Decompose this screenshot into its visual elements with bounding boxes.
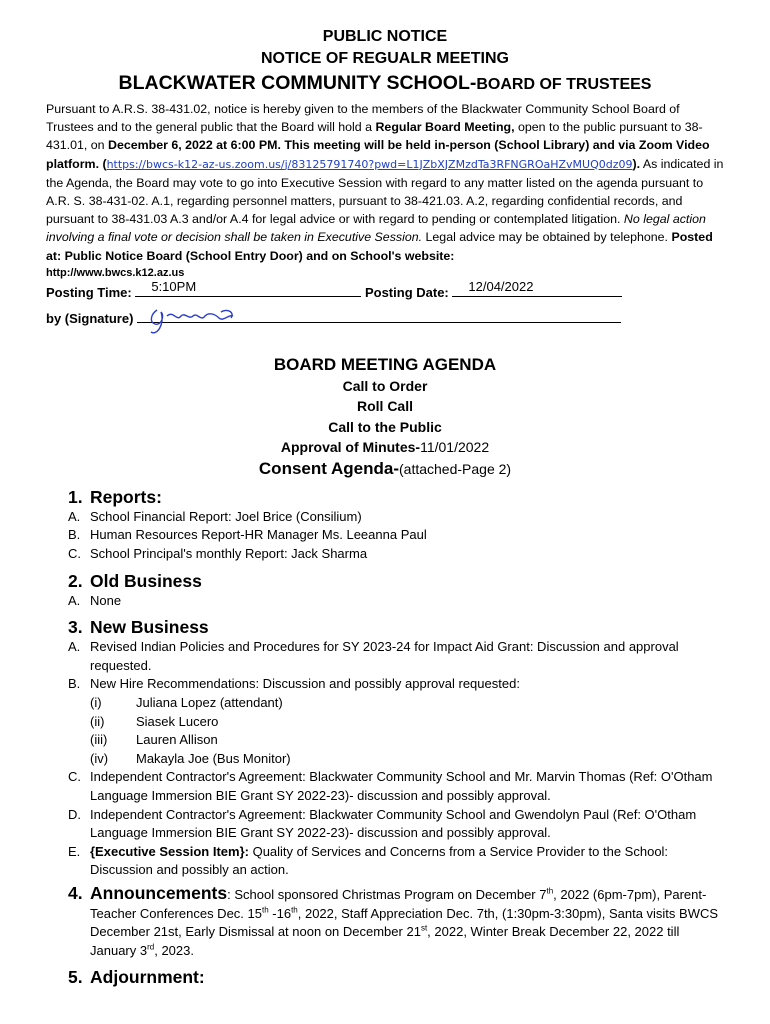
section-number: 2. (68, 570, 83, 591)
section-title: Adjournment: (90, 967, 205, 988)
announce-text: , 2022, Staff Appreciation Dec. 7th, (1:30pm-3:30pm), Santa visits BWCS December 21st, Early Dismissal at noon on December 21 (90, 905, 719, 940)
item-text: School Principal's monthly Report: Jack Sharma (90, 546, 368, 562)
section-new-business (46, 616, 724, 638)
list-item (68, 545, 724, 564)
item-description: Quality of Services and Concerns from a Service Provider to the School: Discussion and possibly an action. (90, 843, 669, 878)
meeting-datetime: December 6, 2022 at 6:00 PM. This meeting will be held in-person (School Library) and via Zoom Video platform. ( (46, 138, 710, 171)
posting-date-line (452, 278, 622, 297)
zoom-link[interactable]: https://bwcs-k12-az-us.zoom.us/j/83125791740?pwd=L1JZbXJZMzdTa3RFNGROaHZvMUQ0dz09 (106, 157, 633, 171)
hire-numeral: (iii) (90, 732, 108, 748)
item-text: Independent Contractor's Agreement: Blackwater Community School and Gwendolyn Paul (Ref: O'Otham Language Immersion BIE Grant SY 2022-23)- discussion and possibly approval. (90, 806, 697, 841)
hire-name: Juliana Lopez (attendant) (136, 694, 283, 710)
posting-date-label: Posting Date: (364, 284, 449, 300)
list-item (68, 675, 724, 694)
hire-item (68, 750, 724, 769)
item-letter: A. (68, 508, 81, 524)
list-item (68, 592, 724, 611)
item-text: Revised Indian Policies and Procedures for SY 2023-24 for Impact Aid Grant: Discussion and approval requested. (90, 639, 679, 673)
list-item (68, 638, 724, 675)
notice-paragraph (46, 100, 724, 265)
item-letter: E. (68, 843, 81, 859)
ordinal-suffix: th (291, 905, 298, 915)
section-reports (46, 486, 724, 508)
item-letter: C. (68, 546, 81, 562)
posted-at: Posted at: Public Notice Board (School Entry Door) and on School's website: (46, 230, 713, 263)
hire-numeral: (ii) (90, 713, 105, 729)
section-number: 3. (68, 617, 83, 638)
public-notice-heading: PUBLIC NOTICE (322, 28, 448, 45)
reports-list (46, 508, 724, 564)
section-adjournment (46, 966, 724, 988)
handwritten-signature (143, 302, 243, 338)
ordinal-suffix: th (261, 905, 269, 915)
roll-call: Roll Call (356, 398, 413, 415)
consent-label: Consent Agenda- (258, 458, 399, 478)
posting-row (46, 278, 724, 304)
call-to-public: Call to the Public (328, 418, 442, 435)
hire-numeral: (iv) (90, 750, 109, 766)
school-title (46, 70, 724, 98)
item-text: Independent Contractor's Agreement: Blackwater Community School and Mr. Marvin Thomas (Ref: O'Otham Language Immersion BIE Grant SY 2022-23)- discussion and possibly approval. (90, 769, 713, 803)
executive-session-tag: {Executive Session Item}: (90, 843, 249, 859)
item-letter: A. (68, 592, 81, 608)
hire-numeral: (i) (90, 694, 102, 710)
new-business-list (46, 638, 724, 880)
approval-label: Approval of Minutes- (280, 439, 421, 456)
announcements-text (90, 884, 724, 960)
section-number: 1. (68, 486, 83, 507)
ordinal-suffix: th (546, 886, 554, 896)
announce-text: , 2022 (6pm-7pm), Parent-Teacher Conferences Dec. 15 (90, 886, 707, 921)
school-website[interactable]: http://www.bwcs.k12.az.us (46, 266, 185, 279)
link-close: ). (632, 156, 641, 171)
item-text: None (90, 592, 122, 608)
old-business-list (46, 592, 724, 611)
hire-name: Lauren Allison (136, 732, 218, 748)
consent-agenda (46, 458, 724, 480)
agenda-title: BOARD MEETING AGENDA (273, 354, 497, 374)
section-title: Announcements (90, 882, 228, 903)
section-title: Old Business (90, 570, 202, 591)
announce-text: -16 (268, 905, 292, 921)
approval-date: 11/01/2022 (420, 439, 490, 456)
hire-item (68, 731, 724, 750)
announce-text: , 2023. (154, 942, 194, 958)
section-title: New Business (90, 617, 209, 638)
approval-of-minutes (46, 437, 724, 458)
intro-text-1: Pursuant to A.R.S. 38-431.02, notice is hereby given to the members of the Blackwater Community School Board of Trustees and to the general public that the Board will hold a (46, 102, 680, 135)
intro-text-2: open to the public pursuant to 38-431.01, on (46, 120, 703, 153)
section-number: 4. (68, 882, 83, 903)
posting-date-value: 12/04/2022 (468, 278, 534, 294)
consent-note: (attached-Page 2) (399, 460, 512, 477)
item-letter: D. (68, 806, 81, 822)
item-letter: B. (68, 527, 81, 543)
legal-disclaimer: No legal action involving a final vote or decision shall be taken in Executive Session. (46, 212, 706, 245)
announce-text: , 2022, Winter Break December 22, 2022 till January 3 (90, 924, 680, 958)
meeting-notice-heading: NOTICE OF REGUALR MEETING (261, 50, 509, 67)
item-text (90, 843, 724, 880)
list-item (68, 508, 724, 527)
intro-text-3: As indicated in the Agenda, the Board may vote to go into Executive Session with regard to any matter listed on the agenda pursuant to A.R. S. 38-431-02. A.1, regarding personnel matters, pursuant to 38-421.03. A.2, regarding confidential records, and pursuant to 38-431.03 A.3 and/or A.4 for legal advice or with regard to pending or contemplated litigation. (46, 156, 724, 227)
item-text: New Hire Recommendations: Discussion and possibly approval requested: (90, 676, 520, 692)
signature-label: by (Signature) (46, 310, 134, 326)
section-old-business (46, 570, 724, 592)
item-text: Human Resources Report-HR Manager Ms. Leeanna Paul (90, 527, 427, 543)
signature-row (46, 308, 724, 334)
posting-time-label: Posting Time: (46, 284, 132, 300)
list-item (68, 526, 724, 545)
list-item (68, 843, 724, 880)
item-text: School Financial Report: Joel Brice (Consilium) (90, 508, 362, 524)
hire-name: Makayla Joe (Bus Monitor) (136, 750, 291, 766)
hire-name: Siasek Lucero (136, 713, 219, 729)
announce-text: : School sponsored Christmas Program on December 7 (227, 886, 547, 902)
list-item (68, 768, 724, 805)
meeting-type: Regular Board Meeting, (375, 120, 515, 135)
call-to-order: Call to Order (342, 377, 428, 394)
ordinal-suffix: rd (147, 942, 155, 952)
intro-text-4: Legal advice may be obtained by telephone. (422, 230, 672, 245)
section-announcements (46, 884, 724, 960)
board-name: BOARD OF TRUSTEES (476, 76, 652, 93)
signature-line (137, 308, 621, 323)
item-letter: C. (68, 769, 81, 785)
list-item (68, 806, 724, 843)
posting-time-line (135, 278, 361, 297)
hire-item (68, 694, 724, 713)
section-number: 5. (68, 967, 83, 988)
school-name: BLACKWATER COMMUNITY SCHOOL- (118, 72, 477, 94)
item-letter: A. (68, 639, 81, 655)
hire-item (68, 713, 724, 732)
ordinal-suffix: st (420, 923, 428, 933)
section-title: Reports: (90, 486, 162, 507)
posting-time-value: 5:10PM (151, 278, 197, 294)
item-letter: B. (68, 676, 81, 692)
